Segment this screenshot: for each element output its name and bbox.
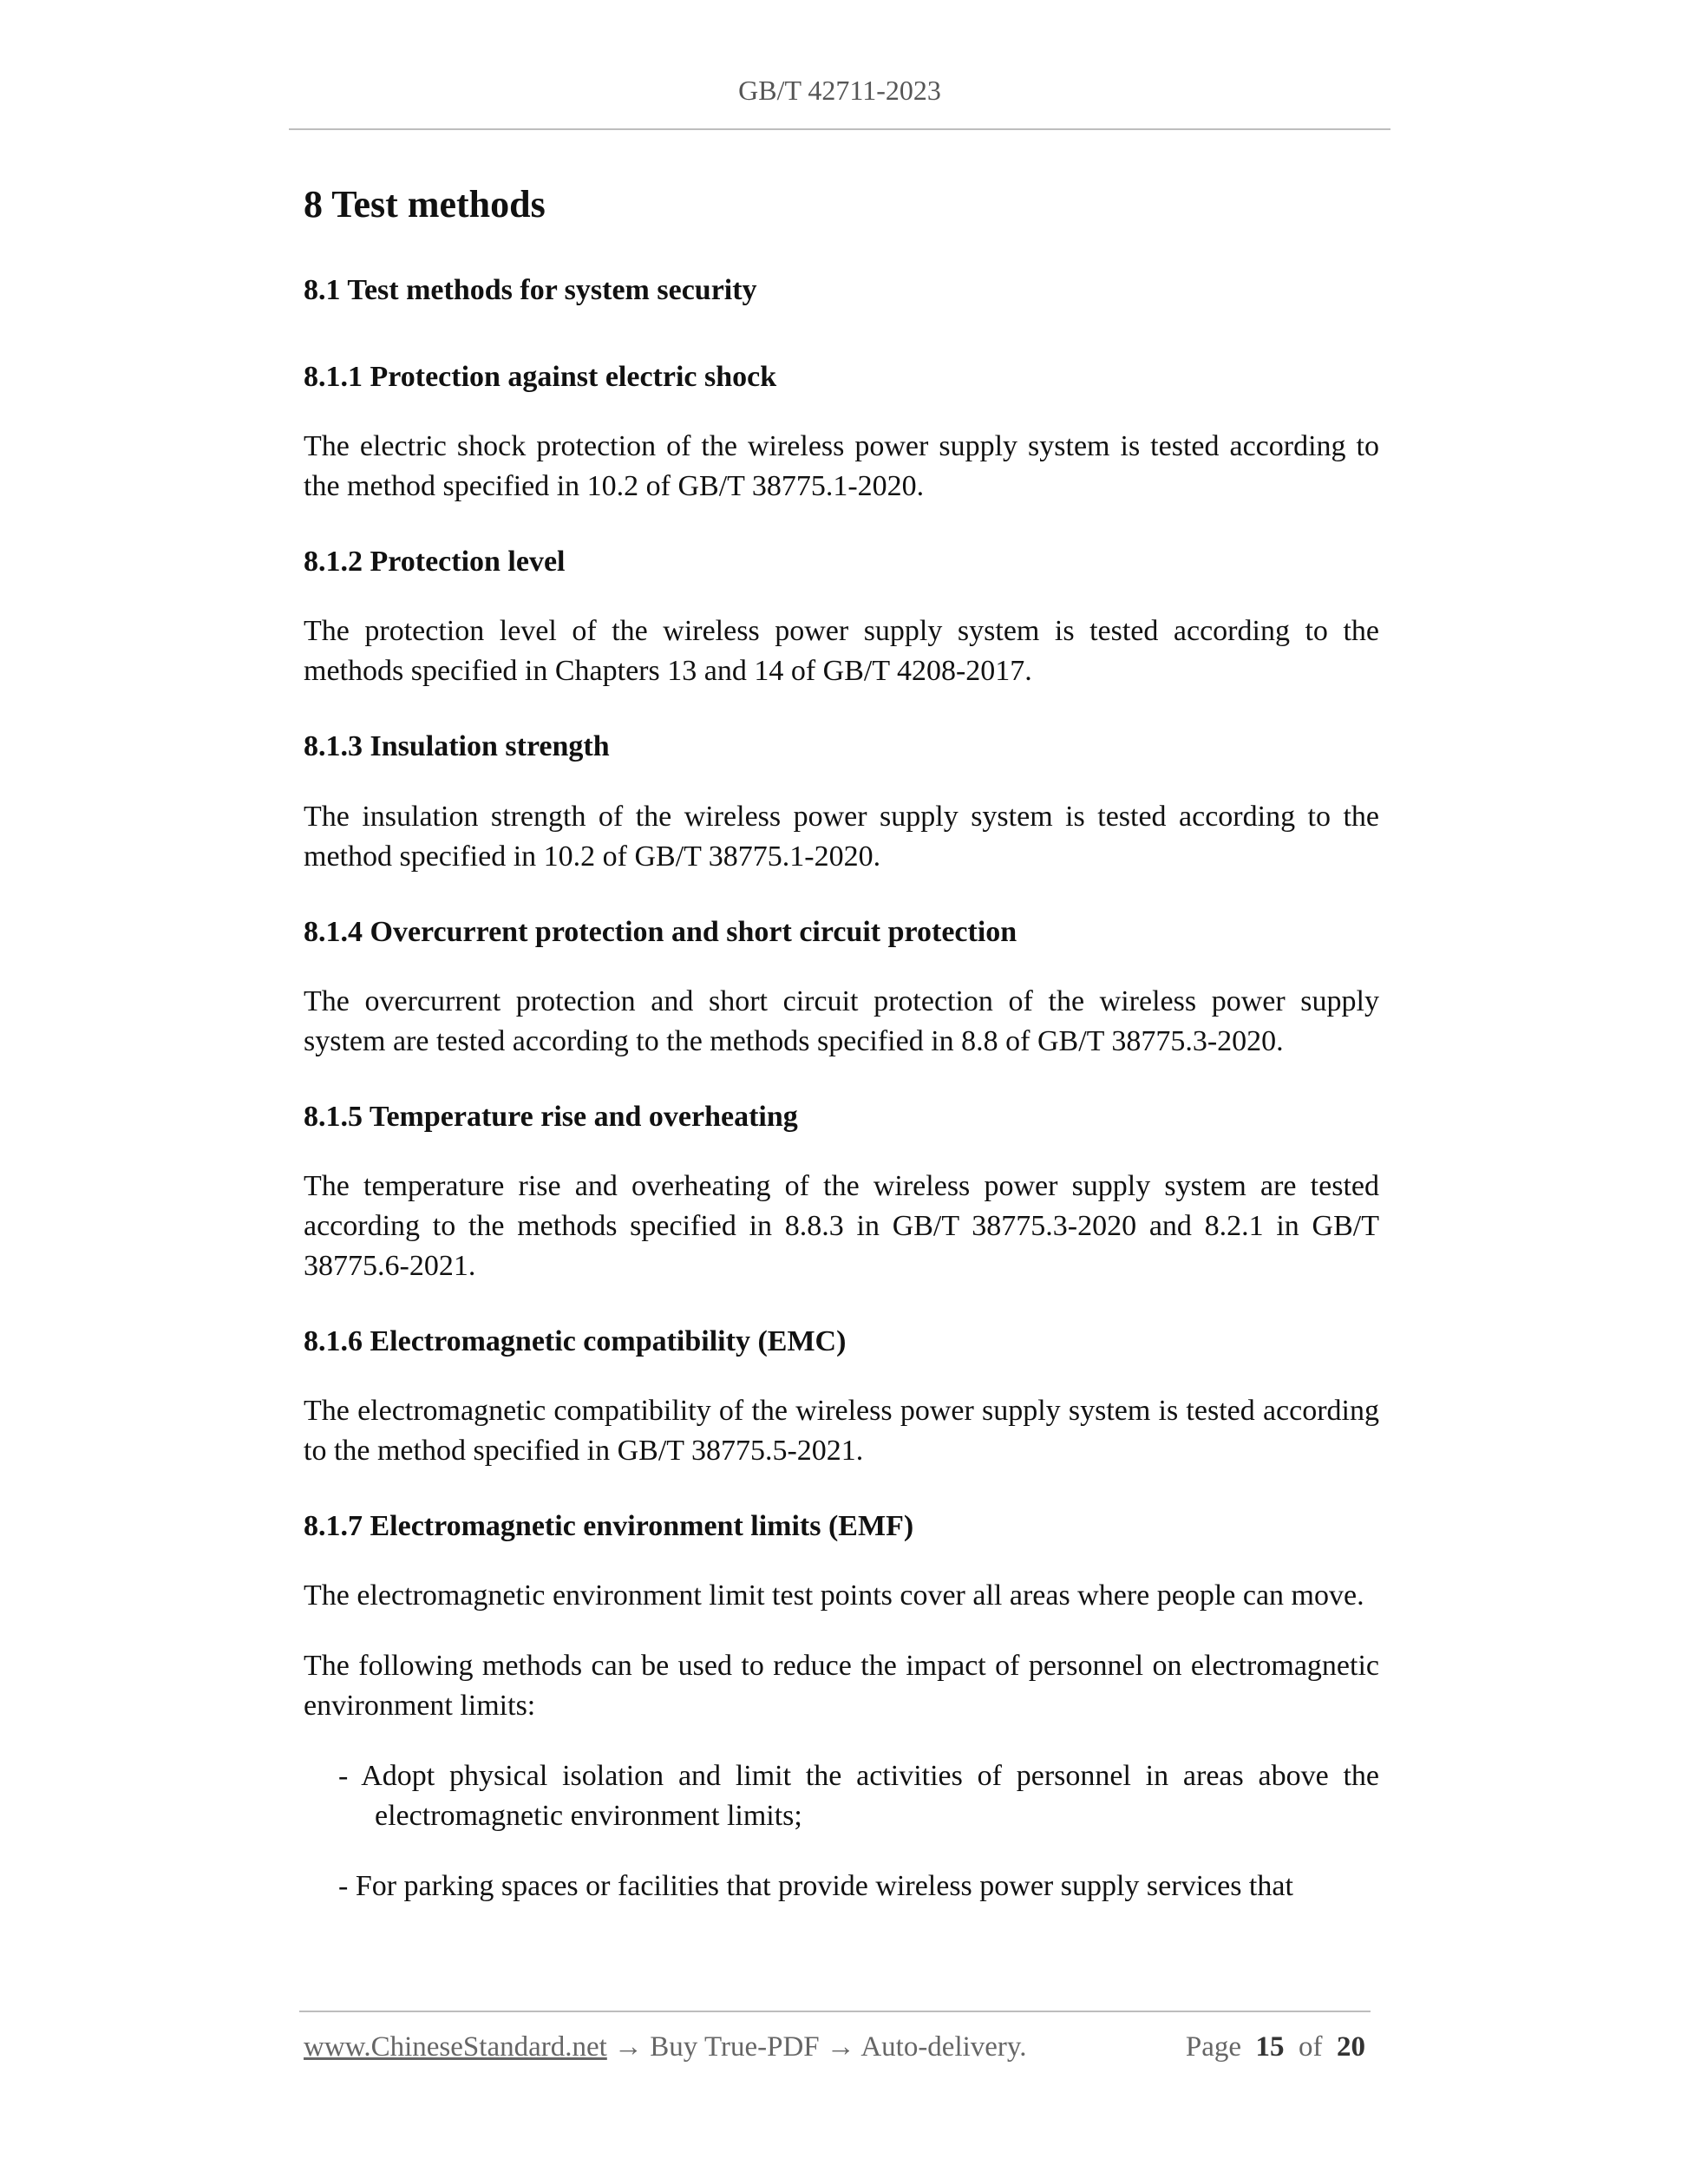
page-label: Page	[1185, 2031, 1241, 2063]
subsection-title-8-1-4: 8.1.4 Overcurrent protection and short circuit protection	[304, 915, 1017, 948]
subsection-title-8-1-6: 8.1.6 Electromagnetic compatibility (EMC)	[304, 1324, 847, 1357]
of-label: of	[1299, 2031, 1323, 2063]
subsection-title-8-1-7: 8.1.7 Electromagnetic environment limits (EMF)	[304, 1510, 914, 1543]
header-divider	[289, 128, 1390, 130]
subsection-text-8-1-6: The electromagnetic compatibility of the wireless power supply system is tested according to the method specified in GB/T 38775.5-2021.	[304, 1395, 1379, 1468]
current-page-number: 15	[1255, 2031, 1285, 2063]
subsection-text-8-1-1: The electric shock protection of the wireless power supply system is tested according to the method specified in 10.2 of GB/T 38775.1-2020.	[304, 430, 1379, 503]
chapter-title: 8 Test methods	[304, 183, 546, 226]
subsection-title-8-1-2: 8.1.2 Protection level	[304, 546, 566, 579]
website-link[interactable]: www.ChineseStandard.net	[304, 2031, 607, 2063]
total-pages-number: 20	[1337, 2031, 1365, 2063]
subsection-text-8-1-4: The overcurrent protection and short circuit protection of the wireless power supply system are tested according to the methods specified in 8.8 of GB/T 38775.3-2020.	[304, 984, 1379, 1057]
subsection-text-8-1-7: The electromagnetic environment limit test points cover all areas where people can move.	[304, 1579, 1364, 1612]
document-id-header: GB/T 42711-2023	[738, 75, 941, 106]
buy-true-pdf-text: Buy True-PDF	[650, 2031, 820, 2063]
subsection-text-8-1-3: The insulation strength of the wireless power supply system is tested according to the method specified in 10.2 of GB/T 38775.1-2020.	[304, 800, 1379, 873]
bullet-item: - For parking spaces or facilities that provide wireless power supply services that	[338, 1870, 1293, 1903]
arrow-right-icon: →	[614, 2031, 644, 2063]
subsection-text-8-1-2: The protection level of the wireless power supply system is tested according to the methods specified in Chapters 13 and 14 of GB/T 4208-2017.	[304, 615, 1379, 688]
subsection-text-8-1-7-methods: The following methods can be used to reduce the impact of personnel on electromagnetic environment limits:	[304, 1650, 1379, 1723]
footer-promo	[304, 2031, 1027, 2063]
page-content	[304, 173, 1379, 1906]
page-indicator	[1186, 2031, 1365, 2063]
arrow-right-icon: →	[826, 2031, 855, 2063]
section-title: 8.1 Test methods for system security	[304, 273, 757, 306]
subsection-title-8-1-1: 8.1.1 Protection against electric shock	[304, 360, 777, 393]
auto-delivery-text: Auto-delivery.	[860, 2031, 1027, 2063]
bullet-item: - Adopt physical isolation and limit the activities of personnel in areas above the electromagnetic environment limits;	[338, 1760, 1379, 1833]
footer-divider	[299, 2011, 1371, 2012]
subsection-title-8-1-5: 8.1.5 Temperature rise and overheating	[304, 1100, 798, 1133]
subsection-text-8-1-5: The temperature rise and overheating of the wireless power supply system are tested according to the methods specified in 8.8.3 in GB/T 38775.3-2020 and 8.2.1 in GB/T 38775.6-2021.	[304, 1169, 1379, 1282]
subsection-title-8-1-3: 8.1.3 Insulation strength	[304, 730, 610, 763]
